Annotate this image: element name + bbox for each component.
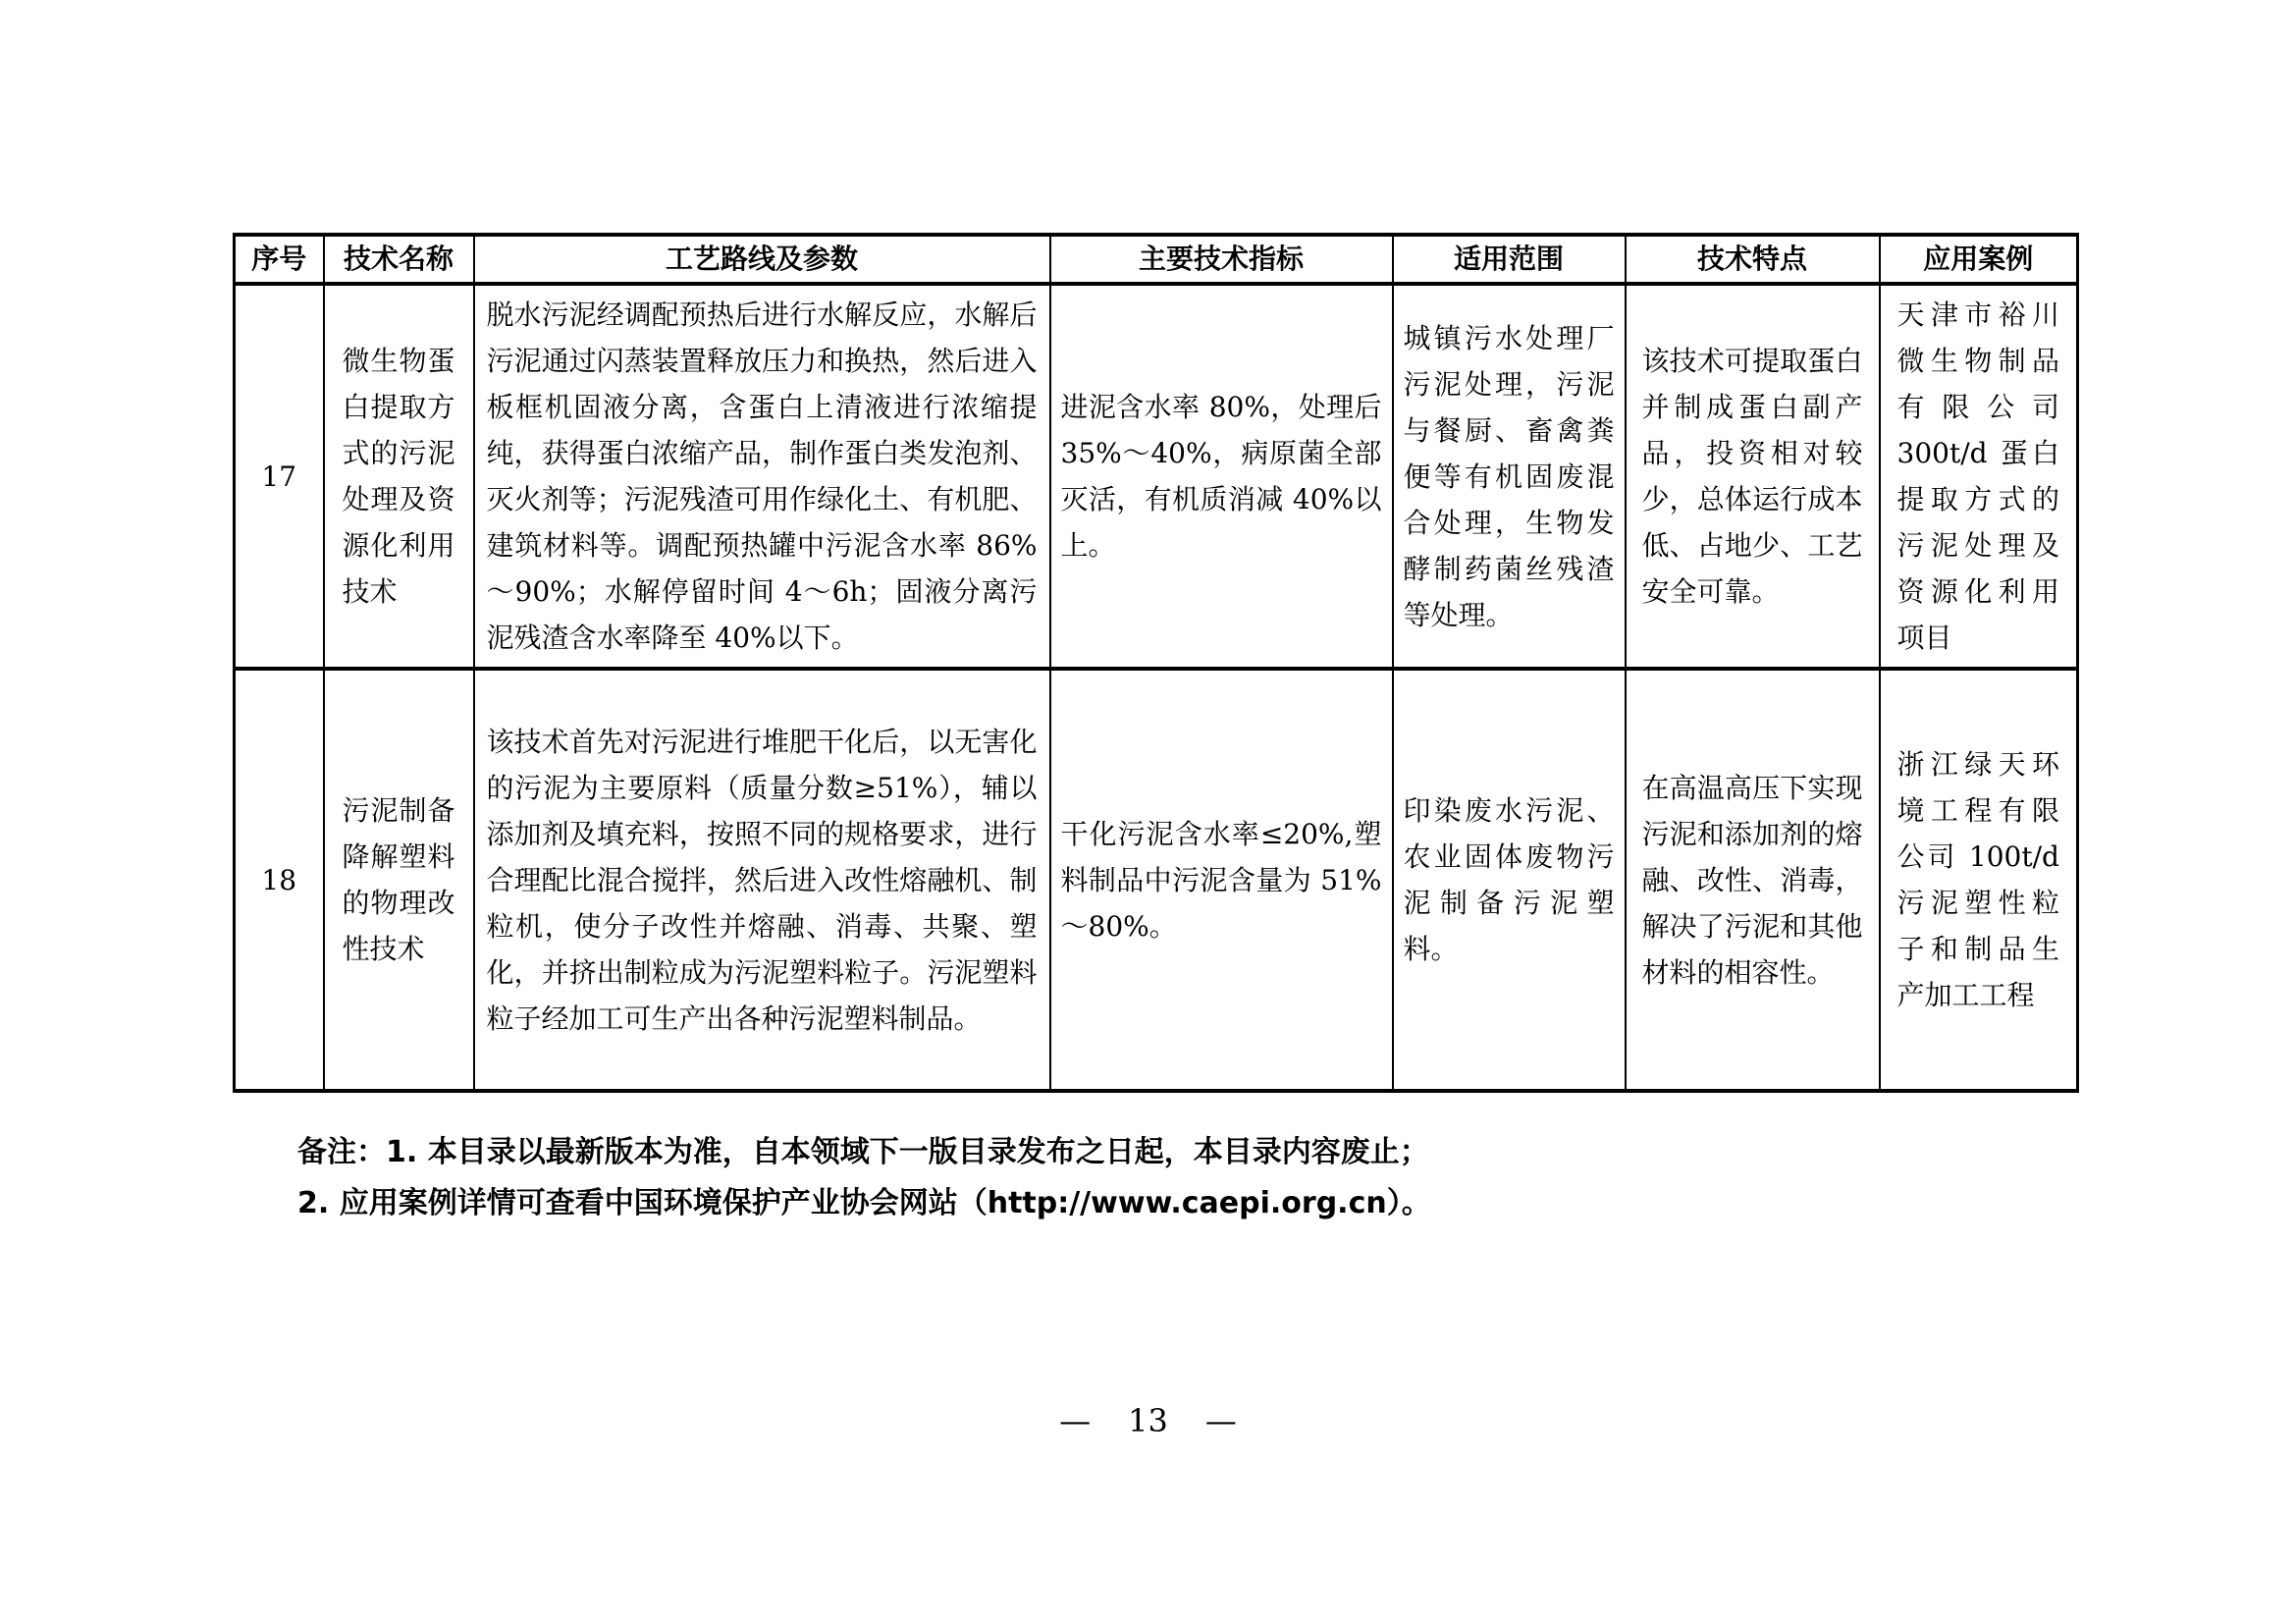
row-18-technical-indicators: 干化污泥含水率≤20%,塑料制品中污泥含量为 51%～80%。 <box>1050 669 1393 1091</box>
row-17-technical-indicators: 进泥含水率 80%，处理后 35%～40%，病原菌全部灭活，有机质消减 40%以上。 <box>1050 284 1393 669</box>
row-18-technical-features: 在高温高压下实现污泥和添加剂的熔融、改性、消毒，解决了污泥和其他材料的相容性。 <box>1626 669 1880 1091</box>
header-application-cases: 应用案例 <box>1880 235 2078 284</box>
remarks-block <box>297 1127 1868 1229</box>
page-number-footer <box>0 1402 2296 1439</box>
footer-left-dash: — <box>1059 1402 1092 1439</box>
remark-line-2: 2. 应用案例详情可查看中国环境保护产业协会网站（http://www.caepi.org.cn）。 <box>297 1186 1431 1220</box>
row-17-technology-name: 微生物蛋白提取方式的污泥处理及资源化利用技术 <box>324 284 474 669</box>
header-technology-name: 技术名称 <box>324 235 474 284</box>
header-applicable-scope: 适用范围 <box>1393 235 1626 284</box>
footer-right-dash: — <box>1204 1402 1237 1439</box>
row-17-technical-features: 该技术可提取蛋白并制成蛋白副产品，投资相对较少，总体运行成本低、占地少、工艺安全可靠。 <box>1626 284 1880 669</box>
table-row-18 <box>235 669 2078 1091</box>
header-main-technical-indicators: 主要技术指标 <box>1050 235 1393 284</box>
remark-line-1: 备注：1. 本目录以最新版本为准，自本领域下一版目录发布之日起，本目录内容废止； <box>297 1135 1429 1169</box>
header-process-route-parameters: 工艺路线及参数 <box>474 235 1050 284</box>
row-17-application-case: 天津市裕川微生物制品有限公司 300t/d 蛋白提取方式的污泥处理及资源化利用项目 <box>1880 284 2078 669</box>
row-18-process-route: 该技术首先对污泥进行堆肥干化后，以无害化的污泥为主要原料（质量分数≥51%），辅以添加剂及填充料，按照不同的规格要求，进行合理配比混合搅拌，然后进入改性熔融机、制粒机，使分子改性并熔融、消毒、共聚、塑化，并挤出制粒成为污泥塑料粒子。污泥塑料粒子经加工可生产出各种污泥塑料制品。 <box>474 669 1050 1091</box>
row-17-applicable-scope: 城镇污水处理厂污泥处理，污泥与餐厨、畜禽粪便等有机固废混合处理，生物发酵制药菌丝残渣等处理。 <box>1393 284 1626 669</box>
row-17-serial-number: 17 <box>235 284 324 669</box>
row-18-application-case: 浙江绿天环境工程有限公司 100t/d 污泥塑性粒子和制品生产加工工程 <box>1880 669 2078 1091</box>
row-17-process-route: 脱水污泥经调配预热后进行水解反应，水解后污泥通过闪蒸装置释放压力和换热，然后进入板框机固液分离，含蛋白上清液进行浓缩提纯，获得蛋白浓缩产品，制作蛋白类发泡剂、灭火剂等；污泥残渣可用作绿化土、有机肥、建筑材料等。调配预热罐中污泥含水率 86%～90%；水解停留时间 4～6h；固液分离污泥残渣含水率降至 40%以下。 <box>474 284 1050 669</box>
header-serial-number: 序号 <box>235 235 324 284</box>
technology-catalog-table <box>233 233 2079 1093</box>
table-header-row <box>235 235 2078 284</box>
row-18-technology-name: 污泥制备降解塑料的物理改性技术 <box>324 669 474 1091</box>
page-number: 13 <box>1128 1402 1168 1439</box>
header-technical-features: 技术特点 <box>1626 235 1880 284</box>
row-18-serial-number: 18 <box>235 669 324 1091</box>
row-18-applicable-scope: 印染废水污泥、农业固体废物污泥制备污泥塑料。 <box>1393 669 1626 1091</box>
table-row-17 <box>235 284 2078 669</box>
